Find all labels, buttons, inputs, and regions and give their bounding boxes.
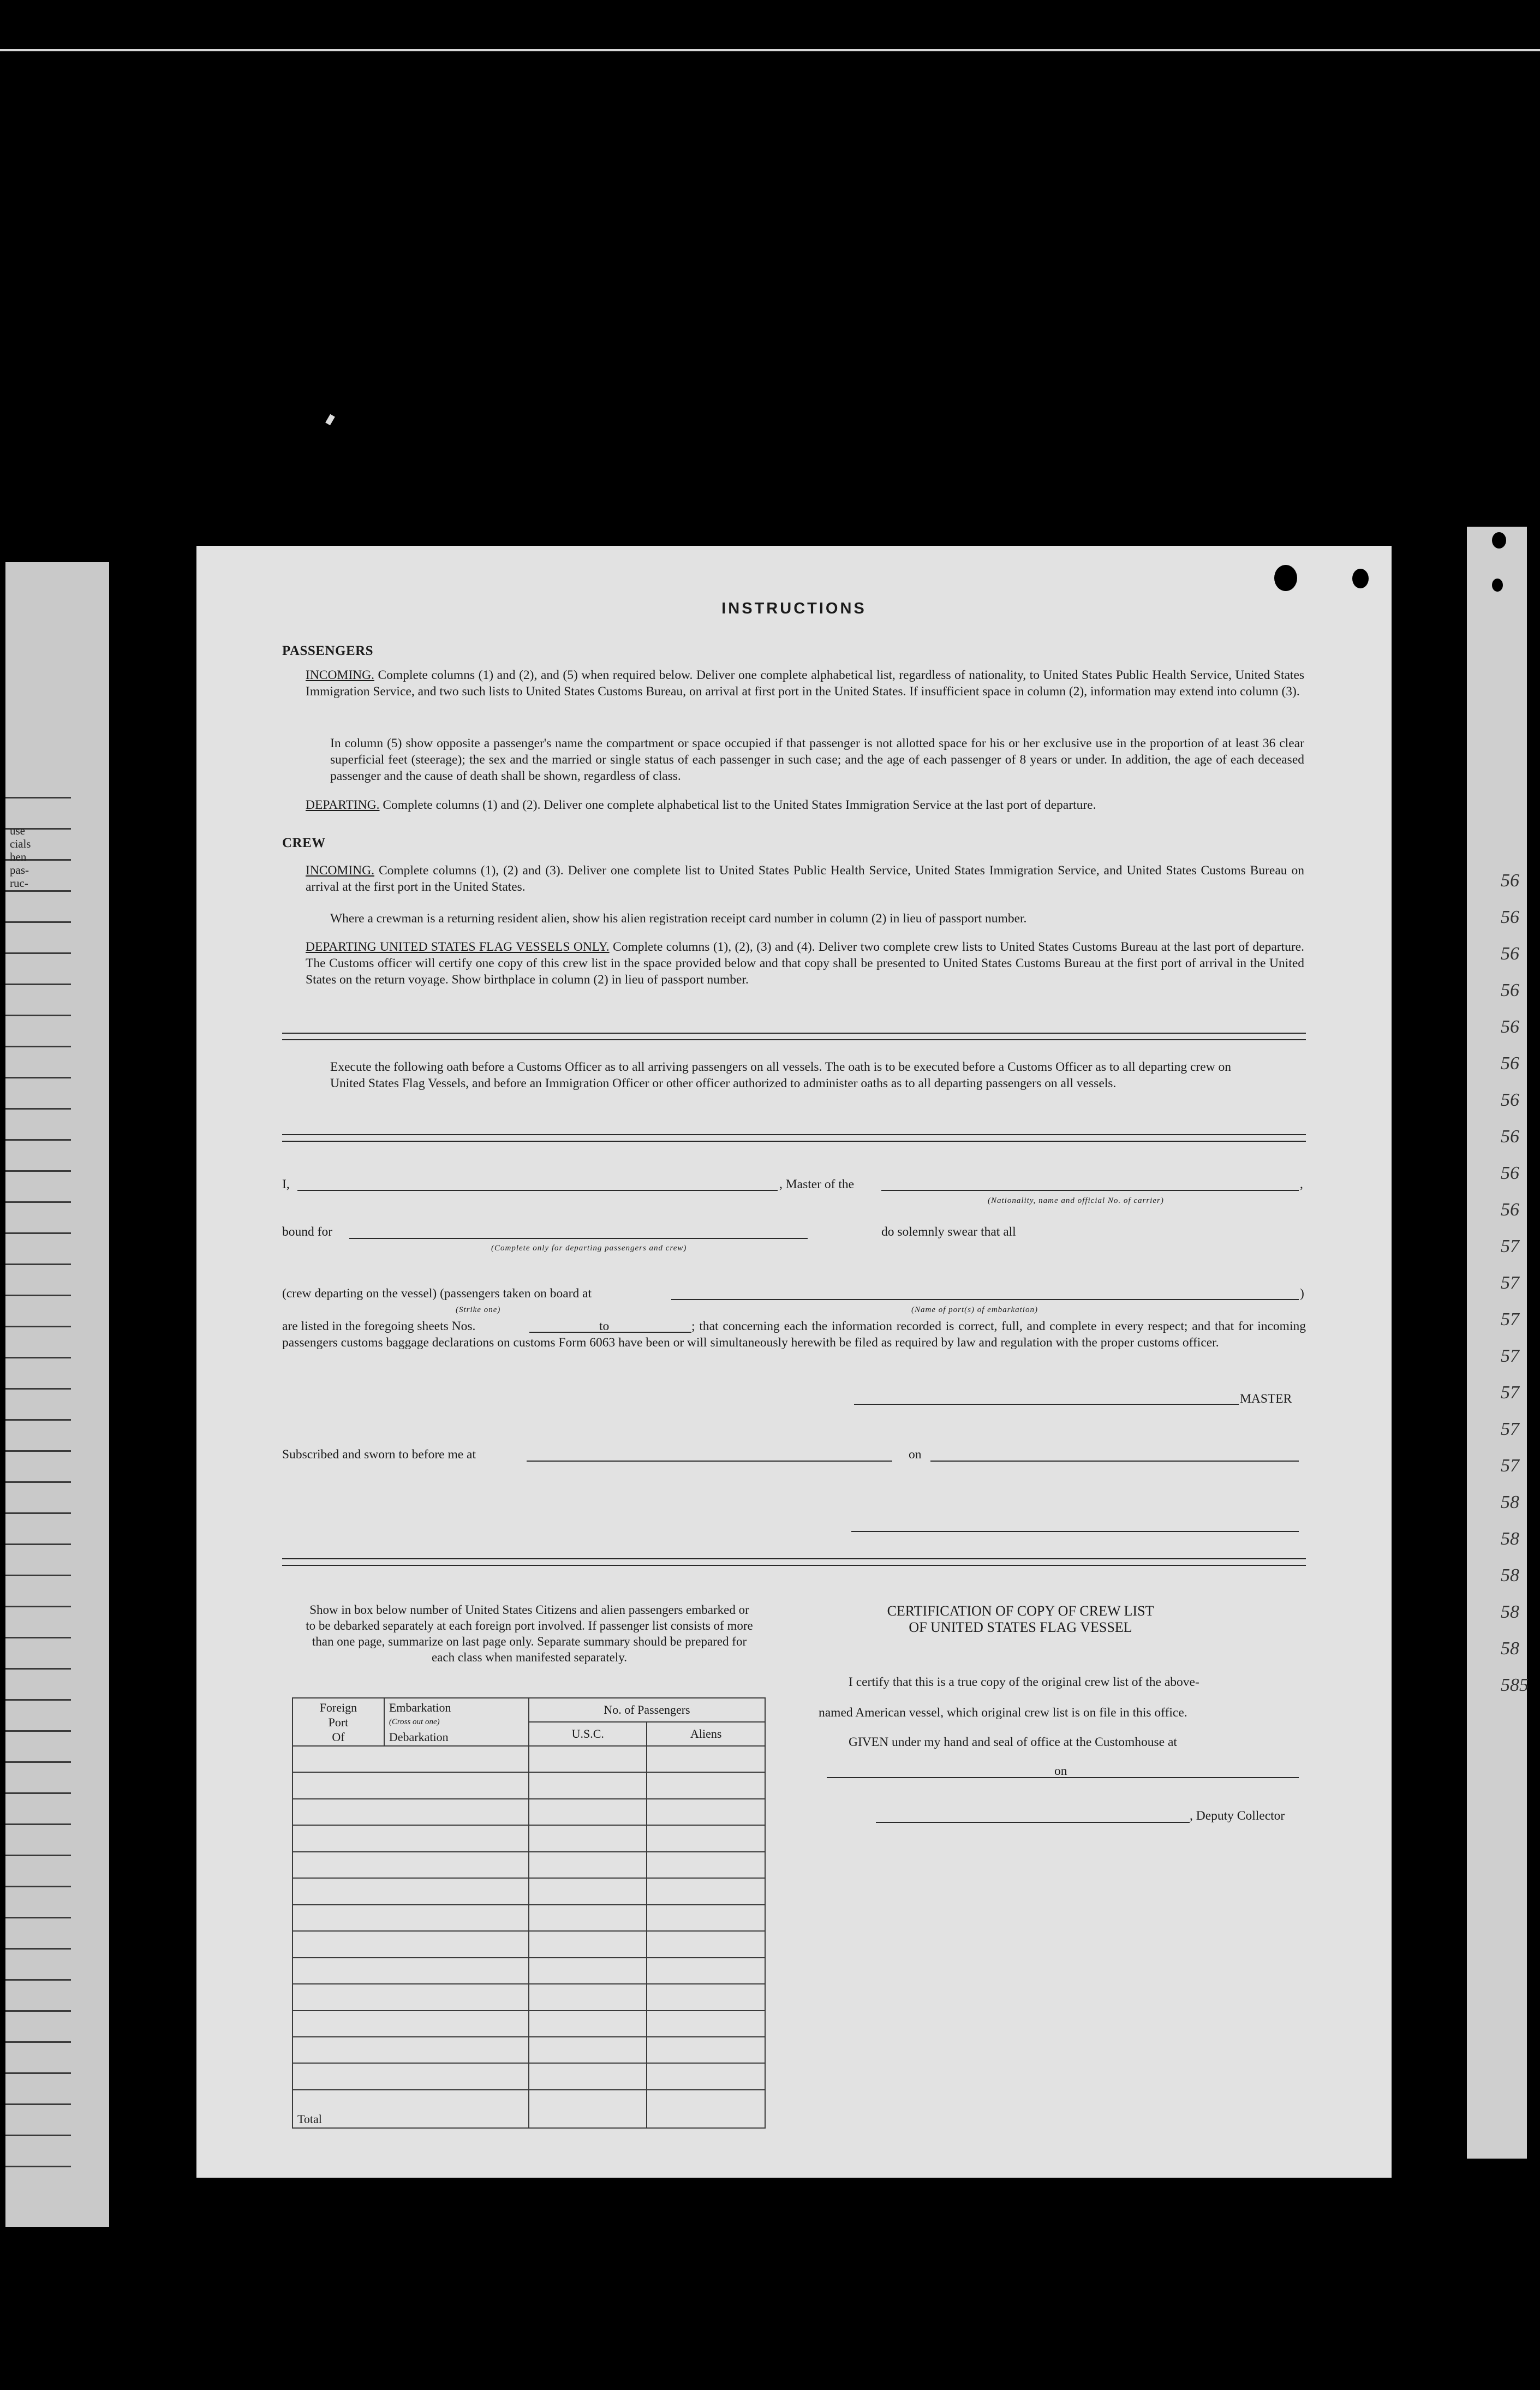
- right-row-number: 585: [1501, 1675, 1529, 1695]
- left-frag-line: use: [10, 824, 25, 837]
- page-title: INSTRUCTIONS: [721, 600, 867, 617]
- table-row: [293, 2011, 765, 2037]
- table-cell[interactable]: [293, 2063, 529, 2090]
- table-row: [293, 1878, 765, 1904]
- carrier-field[interactable]: [881, 1190, 1299, 1191]
- embarkation-label: Embarkation: [389, 1700, 451, 1714]
- table-row: [293, 1958, 765, 1984]
- table-row: [293, 1746, 765, 1772]
- right-adjacent-page: [1467, 527, 1527, 2159]
- master-signature-field[interactable]: [854, 1404, 1239, 1405]
- foreign-port-header: [293, 1698, 384, 1746]
- aliens-header: Aliens: [647, 1722, 765, 1746]
- table-cell[interactable]: [293, 2011, 529, 2037]
- passengers-departing-paragraph: [306, 797, 1304, 813]
- embarkation-ports-field[interactable]: [671, 1299, 1299, 1300]
- strike-one-caption: (Strike one): [456, 1306, 501, 1314]
- table-cell[interactable]: [293, 1825, 529, 1851]
- complete-only-caption: (Complete only for departing passengers and crew): [491, 1244, 687, 1253]
- right-row-number: 56: [1501, 871, 1519, 891]
- right-row-number: 58: [1501, 1529, 1519, 1549]
- table-cell[interactable]: [529, 1958, 647, 1984]
- subscribed-text: Subscribed and sworn to before me at: [282, 1447, 476, 1462]
- crew-incoming-text: Complete columns (1), (2) and (3). Deliver one complete list to United States Public Health Service, United States Immigration Service, and United States Customs Bureau on arrival at the first port in the United States.: [306, 863, 1304, 894]
- bound-for-field[interactable]: [349, 1238, 808, 1239]
- cert-given-text: GIVEN under my hand and seal of office at the Customhouse at: [849, 1735, 1177, 1749]
- certification-title: [797, 1603, 1244, 1636]
- table-cell[interactable]: [293, 2037, 529, 2063]
- cert-on-label: on: [1054, 1764, 1067, 1778]
- table-cell[interactable]: [647, 2011, 765, 2037]
- table-cell[interactable]: [293, 1878, 529, 1904]
- instructions-page: [196, 546, 1392, 2178]
- resident-alien-paragraph: Where a crewman is a returning resident alien, show his alien registration receipt card number in column (2) in lieu of passport number.: [330, 911, 1027, 926]
- right-page-row-numbers: [1501, 862, 1529, 1703]
- table-row: [293, 1799, 765, 1825]
- table-cell[interactable]: [529, 1931, 647, 1957]
- table-cell[interactable]: [647, 1984, 765, 2010]
- comma: ,: [1300, 1177, 1303, 1191]
- left-page-text-fragment: [10, 824, 31, 890]
- crew-incoming-paragraph: [306, 862, 1304, 895]
- table-cell[interactable]: [293, 1746, 529, 1772]
- double-rule: [282, 1134, 1306, 1142]
- close-paren: ): [1300, 1286, 1304, 1301]
- right-row-number: 58: [1501, 1492, 1519, 1512]
- usc-header: U.S.C.: [529, 1722, 647, 1746]
- film-edge-line: [0, 49, 1540, 51]
- table-cell[interactable]: [529, 1772, 647, 1798]
- table-row: [293, 1931, 765, 1957]
- left-adjacent-page: [5, 562, 109, 2227]
- i-label: I,: [282, 1177, 290, 1191]
- crew-departing-label: DEPARTING UNITED STATES FLAG VESSELS ONLY.: [306, 940, 610, 954]
- right-row-number: 57: [1501, 1273, 1519, 1293]
- right-row-number: 57: [1501, 1309, 1519, 1330]
- officer-signature-field[interactable]: [851, 1531, 1299, 1532]
- cert-title-line: OF UNITED STATES FLAG VESSEL: [909, 1619, 1132, 1635]
- table-cell[interactable]: [647, 2037, 765, 2063]
- table-cell[interactable]: [529, 1878, 647, 1904]
- table-cell[interactable]: [529, 2037, 647, 2063]
- table-cell[interactable]: [293, 1958, 529, 1984]
- table-cell[interactable]: [647, 1931, 765, 1957]
- table-cell[interactable]: [293, 1852, 529, 1878]
- master-name-field[interactable]: [297, 1190, 778, 1191]
- right-row-number: 56: [1501, 1127, 1519, 1147]
- swear-text: do solemnly swear that all: [881, 1225, 1016, 1239]
- foreign-label: Foreign: [319, 1700, 357, 1714]
- right-row-number: 56: [1501, 944, 1519, 964]
- right-row-number: 58: [1501, 1602, 1519, 1622]
- table-cell[interactable]: [647, 1746, 765, 1772]
- table-cell[interactable]: [647, 1799, 765, 1825]
- right-row-number: 57: [1501, 1456, 1519, 1476]
- deputy-collector-label: , Deputy Collector: [1190, 1809, 1285, 1823]
- table-row: [293, 2037, 765, 2063]
- incoming-label: INCOMING.: [306, 668, 374, 682]
- cert-text-line2: named American vessel, which original crew list is on file in this office.: [819, 1706, 1187, 1720]
- port-label: Port: [328, 1715, 349, 1729]
- crew-heading: CREW: [282, 836, 326, 850]
- master-label: MASTER: [1240, 1392, 1292, 1406]
- of-label: Of: [332, 1730, 345, 1744]
- table-cell[interactable]: [293, 1772, 529, 1798]
- listed-in-text: are listed in the foregoing sheets Nos.: [282, 1319, 476, 1333]
- table-row: [293, 2063, 765, 2090]
- table-cell[interactable]: [529, 2011, 647, 2037]
- table-cell[interactable]: [293, 1905, 529, 1931]
- nationality-caption: (Nationality, name and official No. of carrier): [988, 1196, 1164, 1205]
- table-cell[interactable]: [529, 1852, 647, 1878]
- table-cell[interactable]: [647, 1852, 765, 1878]
- deputy-signature-field[interactable]: [876, 1822, 1190, 1823]
- crew-passengers-text: (crew departing on the vessel) (passengers taken on board at: [282, 1286, 592, 1301]
- right-row-number: 58: [1501, 1638, 1519, 1659]
- table-cell[interactable]: [293, 1799, 529, 1825]
- right-row-number: 56: [1501, 1053, 1519, 1074]
- dust-speck: [325, 414, 335, 426]
- embarkation-header: [384, 1698, 529, 1746]
- sworn-date-field[interactable]: [930, 1461, 1299, 1462]
- table-cell[interactable]: [647, 1958, 765, 1984]
- crew-departing-text: Complete columns (1), (2), (3) and (4). Deliver two complete crew lists to United States Customs Bureau at the last port of departure. The Customs officer will certify one copy of this crew list in the space provided below and that copy shall be presented to United States Customs Bureau at the first port of arrival in the United States on the return voyage. Show birthplace in column (2) in lieu of passport number.: [306, 940, 1304, 987]
- right-row-number: 56: [1501, 980, 1519, 1000]
- right-row-number: 57: [1501, 1346, 1519, 1366]
- crew-incoming-label: INCOMING.: [306, 863, 374, 878]
- punch-hole: [1352, 569, 1369, 588]
- concerning-text: ; that concerning each the information recorded is correct, full, and complete in every respect; and that for incoming passengers customs baggage declarations on customs Form 6063 have been or will simultaneously herewith be filed as required by law and regulation with the proper customs officer.: [282, 1319, 1306, 1350]
- left-frag-line: pas-: [10, 863, 29, 877]
- incoming-text: Complete columns (1) and (2), and (5) when required below. Deliver one complete alphabetical list, regardless of nationality, to United States Public Health Service, United States Immigration Service, and two such lists to United States Customs Bureau, on arrival at first port in the United States. If insufficient space in column (2), information may extend into column (3).: [306, 668, 1305, 699]
- total-row: [293, 2090, 765, 2128]
- table-row: [293, 1984, 765, 2010]
- debarkation-label: Debarkation: [389, 1730, 449, 1744]
- sworn-place-field[interactable]: [527, 1461, 892, 1462]
- table-cell[interactable]: [529, 1799, 647, 1825]
- right-row-number: 57: [1501, 1419, 1519, 1439]
- table-row: [293, 1825, 765, 1851]
- table-cell[interactable]: [293, 1984, 529, 2010]
- right-row-number: 56: [1501, 1163, 1519, 1183]
- crew-departing-paragraph: [306, 939, 1304, 988]
- punch-hole: [1274, 565, 1297, 591]
- right-row-number: 56: [1501, 1200, 1519, 1220]
- table-cell[interactable]: [529, 1825, 647, 1851]
- ports-caption: (Name of port(s) of embarkation): [911, 1306, 1038, 1314]
- bound-for-label: bound for: [282, 1225, 333, 1239]
- cross-out-caption: (Cross out one): [389, 1717, 440, 1726]
- cert-title-line: CERTIFICATION OF COPY OF CREW LIST: [887, 1603, 1154, 1619]
- right-row-number: 56: [1501, 1090, 1519, 1110]
- double-rule: [282, 1558, 1306, 1566]
- to-label: to: [599, 1319, 610, 1333]
- table-cell[interactable]: [647, 1878, 765, 1904]
- table-cell[interactable]: [529, 2063, 647, 2090]
- table-row: [293, 1852, 765, 1878]
- total-label: Total: [293, 2090, 529, 2128]
- right-row-number: 57: [1501, 1382, 1519, 1403]
- passenger-summary-table: [292, 1697, 766, 2129]
- table-cell[interactable]: [647, 2063, 765, 2090]
- punch-hole: [1492, 532, 1506, 549]
- departing-text: Complete columns (1) and (2). Deliver one complete alphabetical list to the United States Immigration Service at the last port of departure.: [383, 798, 1096, 812]
- passengers-incoming-paragraph: [306, 667, 1304, 700]
- table-cell[interactable]: [647, 1905, 765, 1931]
- punch-hole: [1492, 579, 1503, 592]
- right-row-number: 56: [1501, 1017, 1519, 1037]
- cert-text-line1: I certify that this is a true copy of the original crew list of the above-: [849, 1675, 1199, 1689]
- table-cell[interactable]: [647, 1772, 765, 1798]
- table-row: [293, 1905, 765, 1931]
- total-aliens-cell[interactable]: [647, 2090, 765, 2128]
- on-label: on: [909, 1447, 922, 1462]
- table-cell[interactable]: [529, 1905, 647, 1931]
- master-of-label: , Master of the: [779, 1177, 855, 1191]
- table-cell[interactable]: [293, 1931, 529, 1957]
- column5-paragraph: In column (5) show opposite a passenger's name the compartment or space occupied if that passenger is not allotted space for his or her exclusive use in the proportion of at least 36 clear superficial feet (steerage); the sex and the married or single status of each passenger in such case; and the age of each passenger of 8 years or under. In addition, the age of each deceased passenger and the cause of death shall be shown, regardless of class.: [330, 736, 1304, 783]
- oath-instruction: Execute the following oath before a Customs Officer as to all arriving passengers on all vessels. The oath is to be executed before a Customs Officer as to all departing crew on United States Flag Vessels, and before an Immigration Officer or other officer authorized to administer oaths as to all departing passengers on all vessels.: [330, 1060, 1232, 1090]
- summary-instruction: Show in box below number of United States Citizens and alien passengers embarked or to be debarked separately at each foreign port involved. If passenger list consists of more than one page, summarize on last page only. Separate summary should be prepared for each class when manifested separately.: [306, 1603, 753, 1664]
- right-row-number: 57: [1501, 1236, 1519, 1256]
- right-row-number: 58: [1501, 1565, 1519, 1586]
- table-cell[interactable]: [529, 1746, 647, 1772]
- left-frag-line: ruc-: [10, 877, 28, 890]
- right-row-number: 56: [1501, 907, 1519, 927]
- left-frag-line: hen: [10, 850, 27, 863]
- left-frag-line: cials: [10, 837, 31, 850]
- customhouse-field[interactable]: [827, 1777, 1078, 1778]
- double-rule: [282, 1033, 1306, 1040]
- no-passengers-header: No. of Passengers: [529, 1698, 765, 1722]
- total-usc-cell[interactable]: [529, 2090, 647, 2128]
- table-cell[interactable]: [647, 1825, 765, 1851]
- table-row: [293, 1772, 765, 1798]
- passengers-heading: PASSENGERS: [282, 643, 374, 658]
- cert-date-field[interactable]: [1078, 1777, 1299, 1778]
- departing-label: DEPARTING.: [306, 798, 380, 812]
- table-cell[interactable]: [529, 1984, 647, 2010]
- left-page-rule-lines: [5, 797, 109, 2197]
